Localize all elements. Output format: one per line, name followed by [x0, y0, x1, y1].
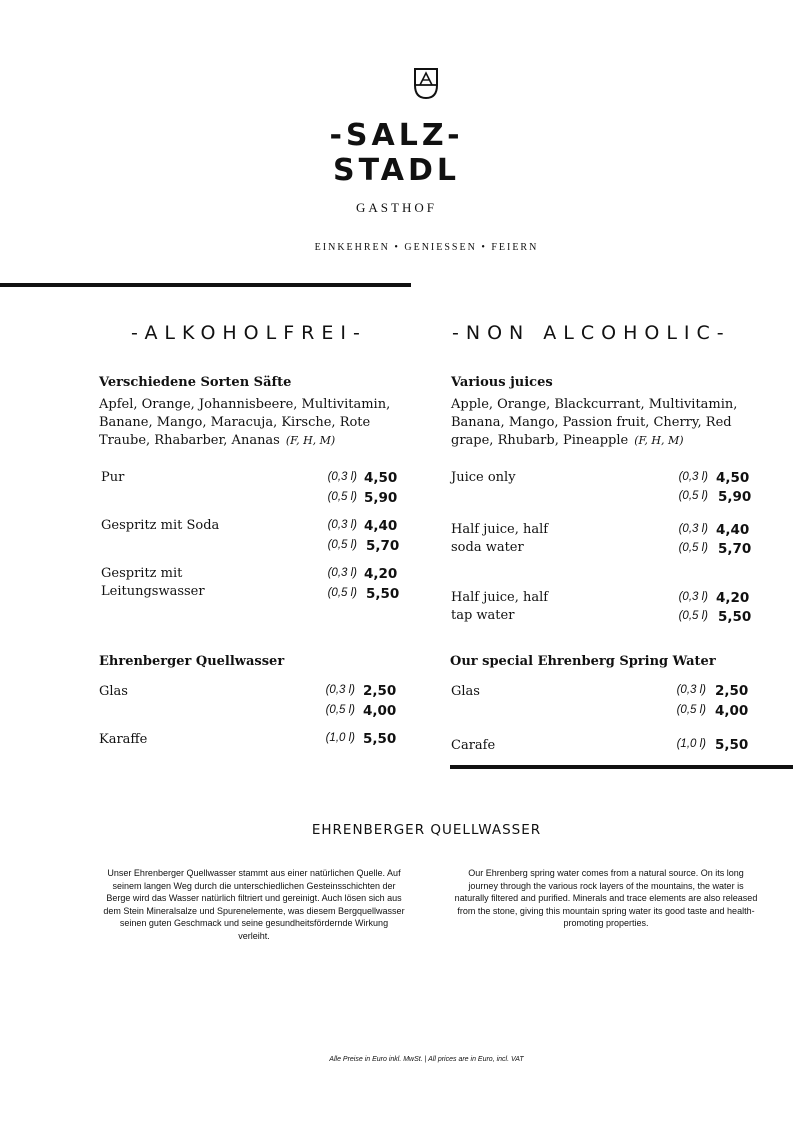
price: 2,50: [363, 683, 397, 699]
brand-tagline: EINKEHREN • GENIESSEN • FEIERN: [314, 242, 539, 253]
size-label: (0,3 l): [676, 684, 706, 696]
price: 4,20: [364, 566, 398, 582]
price-footnote: Alle Preise in Euro inkl. MwSt. | All prices are in Euro, incl. VAT: [329, 1056, 524, 1063]
left-juices-heading: Verschiedene Sorten Säfte: [99, 375, 292, 390]
left-water-heading: Ehrenberger Quellwasser: [99, 654, 285, 669]
price: 5,50: [363, 731, 397, 747]
price: 4,00: [715, 703, 749, 719]
menu-item-name: Half juice, half soda water: [451, 522, 549, 555]
price: 5,70: [366, 538, 400, 554]
allergen-codes: (F, H, M): [634, 434, 684, 447]
left-column-title: -ALKOHOLFREI-: [131, 322, 367, 344]
brand-line-1: -SALZ-: [329, 118, 464, 153]
size-label: (0,3 l): [327, 567, 357, 579]
size-label: (0,5 l): [678, 610, 708, 622]
desc-line: Apple, Orange, Blackcurrant, Multivitamin,: [451, 397, 738, 412]
menu-item-name: Carafe: [451, 738, 496, 753]
right-water-heading: Our special Ehrenberg Spring Water: [450, 654, 716, 669]
right-column-title: -NON ALCOHOLIC-: [452, 322, 731, 344]
desc-line: grape, Rhubarb, Pineapple: [451, 433, 629, 448]
size-label: (0,5 l): [678, 490, 708, 502]
top-divider: [0, 283, 411, 287]
size-label: (0,3 l): [678, 591, 708, 603]
size-label: (0,3 l): [327, 471, 357, 483]
info-title: EHRENBERGER QUELLWASSER: [311, 822, 542, 838]
price: 4,50: [364, 470, 398, 486]
size-label: (1,0 l): [676, 738, 706, 750]
menu-item-name: Half juice, half tap water: [451, 590, 549, 623]
menu-item-name: Gespritz mit Soda: [101, 518, 220, 533]
price: 5,50: [718, 609, 752, 625]
size-label: (0,5 l): [676, 704, 706, 716]
price: 5,70: [718, 541, 752, 557]
menu-item-name: Karaffe: [99, 732, 148, 747]
menu-item-name: Juice only: [451, 470, 516, 485]
menu-item-name: Glas: [451, 684, 480, 699]
price: 4,00: [363, 703, 397, 719]
price: 4,40: [716, 522, 750, 538]
allergen-codes: (F, H, M): [285, 434, 336, 447]
right-juices-heading: Various juices: [451, 375, 553, 390]
size-label: (0,3 l): [325, 684, 355, 696]
size-label: (0,5 l): [678, 542, 708, 554]
info-text-german: Unser Ehrenberger Quellwasser stammt aus einer natürlichen Quelle. Auf seinem langen Weg durch die unterschiedlichen Gesteinsschichten der Berge wird das Wasser natürlich filtriert und gereinigt. Auch lösen sich aus dem Stein Mineralsalze und Spurenelemente, was diesem Bergquellwasser seinen guten Geschmack und seine gesundheitsfördernde Wirkung verleiht.: [103, 868, 405, 941]
info-text-english: Our Ehrenberg spring water comes from a natural source. On its long journey through the various rock layers of the mountains, the water is naturally filtered and purified. Minerals and trace elements are also released from the stone, giving this mountain spring water its good taste and health- promoting properties.: [454, 868, 758, 928]
left-juices-description: [99, 396, 399, 450]
price: 2,50: [715, 683, 749, 699]
price: 4,40: [364, 518, 398, 534]
brand-subtitle: GASTHOF: [356, 200, 437, 215]
size-label: (0,5 l): [327, 587, 357, 599]
price: 5,90: [364, 490, 398, 506]
size-label: (0,3 l): [327, 519, 357, 531]
desc-line: Banana, Mango, Passion fruit, Cherry, Red: [451, 415, 732, 430]
size-label: (0,5 l): [327, 491, 357, 503]
price: 5,50: [715, 737, 749, 753]
brand-line-2: STADL: [333, 153, 460, 188]
desc-line: Banane, Mango, Maracuja, Kirsche, Rote: [99, 415, 371, 430]
size-label: (0,5 l): [327, 539, 357, 551]
desc-line: Traube, Rhabarber, Ananas: [99, 433, 280, 448]
price: 5,50: [366, 586, 400, 602]
crest-icon: [412, 67, 440, 101]
price: 4,20: [716, 590, 750, 606]
size-label: (1,0 l): [325, 732, 355, 744]
size-label: (0,3 l): [678, 471, 708, 483]
menu-item-name: Pur: [101, 470, 125, 485]
size-label: (0,3 l): [678, 523, 708, 535]
bottom-divider: [450, 765, 793, 769]
price: 5,90: [718, 489, 752, 505]
menu-item-name: Gespritz mit Leitungswasser: [101, 566, 205, 599]
right-juices-description: [451, 396, 751, 450]
price: 4,50: [716, 470, 750, 486]
desc-line: Apfel, Orange, Johannisbeere, Multivitamin,: [99, 397, 391, 412]
menu-item-name: Glas: [99, 684, 128, 699]
size-label: (0,5 l): [325, 704, 355, 716]
